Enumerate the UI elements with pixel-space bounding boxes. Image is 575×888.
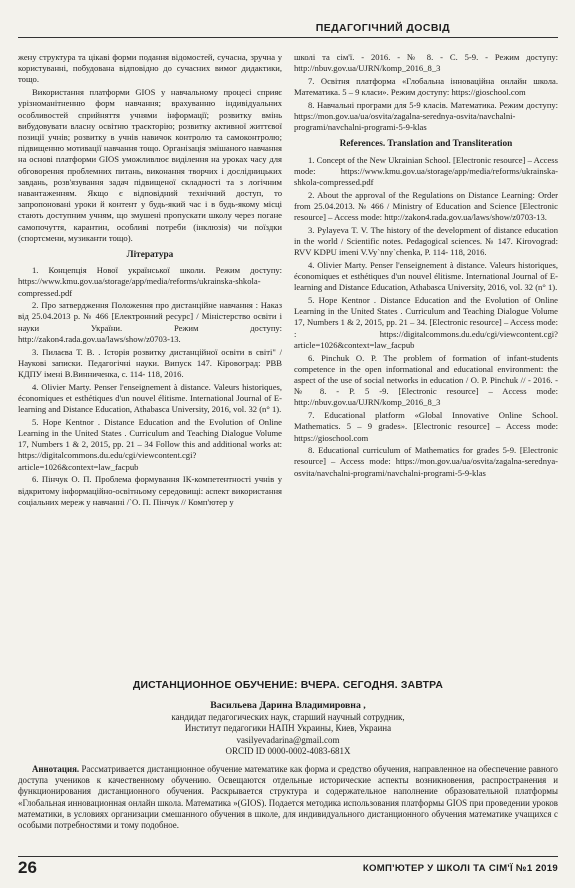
author-email: vasilyevadarina@gmail.com: [236, 734, 340, 745]
author-orcid: ORCID ID 0000-0002-4083-681X: [225, 746, 351, 757]
reference-item: школі та сім'ї. - 2016. - № 8. - С. 5-9. - Режим доступу: http://nbuv.gov.ua/UJRN/komp_2016_8_3: [294, 52, 558, 74]
reference-item: 2. Про затвердження Положення про дистанційне навчання : Наказ від 25.04.2013 р. № 466 [Електронний ресурс] / Міністерство освіти і науки України. Режим доступу: http://zakon4.rada.gov.ua/laws/show/z0703-13.: [18, 300, 282, 344]
reference-item: 4. Olivier Marty. Penser l'enseignement à distance. Valeurs historiques, économiques et esthétiques d'un nouvel élitisme. International Journal of E-learning and Distance Education, Athabasca University, 2016, vol. 32 (n° 1).: [18, 381, 282, 415]
reference-item: 8. Educational curriculum of Mathematics for grades 5-9. [Electronic resource] – Access mode: https://mon.gov.ua/ua/osvita/zagalna-serednya-osvita/navchalni-programi/navchalni-programi-5-9-klas: [294, 445, 558, 478]
reference-item: 1. Concept of the New Ukrainian School. [Electronic resource] – Access mode: https://www.kmu.gov.ua/storage/app/media/reforms/ukrainska-shkola-compressed.pdf: [294, 154, 558, 188]
abstract: [18, 764, 558, 831]
page-number: 26: [18, 858, 37, 877]
article-title: ДИСТАНЦИОННОЕ ОБУЧЕНИЕ: ВЧЕРА. СЕГОДНЯ. ЗАВТРА: [132, 680, 444, 691]
reference-item: 2. About the approval of the Regulations on Distance Learning: Order from 25.04.2013. № 466 / Ministry of Education and Science [Electronic resource] – Access mode: http://zakon4.rada.gov.ua/laws/show/z0703-13.: [294, 189, 558, 223]
reference-item: 6. Пінчук О. П. Проблема формування ІК-компетентності учнів у відкритому інформаційно-освітньому середовищі: аспект використання соціальних мереж у навчанні /`О. П. Пінчук // Комп'ютер у: [18, 474, 282, 507]
reference-item: 3. Пилаєва Т. В. . Історія розвитку дистанційної освіти в світі" / Наукові записки. Педагогічні науки. Випуск 147. Кіровоград: РВВ КДПУ імені В.Винниченка, с. 114- 118, 2016.: [18, 346, 282, 379]
author-institute: Институт педагогики НАПН Украины, Киев, Украина: [184, 723, 392, 734]
reference-item: 6. Pinchuk O. P. The problem of formation of infant-students competence in the open informational and educational environment: the aspect of the use of social networks in education / O. P. Pinchuk // - 2016. - № 8. - P. 5 -9. [Electronic resource] – Access mode: http://nbuv.gov.ua/UJRN/komp_2016_8_3: [294, 352, 558, 408]
page-footer: [18, 856, 558, 879]
right-column: [294, 52, 558, 640]
abstract-label: Аннотация.: [32, 763, 80, 774]
reference-item: 8. Навчальні програми для 5-9 класів. Математика. Режим доступу: https://mon.gov.ua/ua/osvita/zagalna-serednya-osvita/navchalni-programi/navchalni-programi-5-9-klas: [294, 99, 558, 133]
reference-item: 7. Освітня платформа «Глобальна інноваційна онлайн школа. Математика. 5 – 9 класи». Режим доступу: https://gioschool.com: [294, 75, 558, 98]
reference-item: 7. Educational platform «Global Innovative Online School. Mathematics. 5 – 9 grades». [Electronic resource] – Access mode: https://gioschool.com: [294, 410, 558, 443]
author-block: [18, 700, 558, 758]
reference-item: 4. Olivier Marty. Penser l'enseignement à distance. Valeurs historiques, économiques et esthétiques d'un nouvel élitisme. International Journal of E-learning and Distance Education, Athabasca University, 2016, vol. 32 (n° 1).: [294, 259, 558, 293]
transliteration-heading: References. Translation and Transliteration: [339, 139, 513, 150]
reference-item: 5. Hope Kentnor . Distance Education and the Evolution of Online Learning in the United States . Curriculum and Teaching Dialogue Volume 17, Numbers 1 & 2, 2015, pp. 21 – 34 Follow this and additional works at: https://digitalcommons.du.edu/cgi/viewcontent.cgi?article=1026&context=law_facpub: [18, 416, 282, 472]
abstract-text: Рассматривается дистанционное обучение математике как форма и средство обучения, направленное на обеспечение равного доступа учеников к качественному обучению. Освещаются отдельные исторические аспекты возникновения, распространения и функционирования дистанционного обучения. Раскрывается структура и содержательное наполнение образовательной платформы «Глобальная инновационная онлайн школа. Математика »(GIOS). Подается методика использования платформы GIOS при проведении уроков математики, в условиях организации смешанного обучения в школе, для индивидуального дистанционного обучения математике учащихся с особыми потребностями и тому подобное.: [18, 763, 558, 830]
two-column-body: [18, 52, 558, 640]
author-degree: кандидат педагогических наук, старший научный сотрудник,: [171, 711, 405, 722]
body-paragraph: Використання платформи GIOS у навчальному процесі сприяє урізноманітненню форм навчання; врахуванню індивідуальних особливостей сприйняття учнями інформації; розвитку вмінь вибудовувати власну освітню траєкторію; розвитку активної життєвої позиції учнів; розвитку в учнів навичок контролю та самоконтролю; підвищенню мотивації навчання тощо. Організація змішаного навчання на основі платформи GIOS уможливлює виділення на уроках часу для обговорення проблемних питань, виконання творчих і дослідницьких завдань, розв'язування задач підвищеної складності та з логічним навантаженням. Якщо є відповідний технічний доступ, то запропоновані уроки й контент у будь-який час і в будь-якому місці стають доступним учням, що змушені пропускати школу через погане самопочуття, карантин, особливі потреби (інклюзія) чи поїздки (спортсмени, музиканти тощо).: [18, 87, 282, 243]
reference-item: 3. Pylayeva T. V. The history of the development of distance education in the world / Scientific notes. Pedagogical sciences. № 147. Kirovograd: RVV KDPU imeni V.Vy`nny`chenka, P. 114- 118, 2016.: [294, 224, 558, 258]
article-header: [18, 680, 558, 840]
reference-item: 5. Hope Kentnor . Distance Education and the Evolution of Online Learning in the United States . Curriculum and Teaching Dialogue Volume 17, Numbers 1 & 2, 2015, pp. 21 – 34. [Electronic resource] – Access mode: : https://digitalcommons.du.edu/cgi/viewcontent.cgi?article=1026&context=law_facpub: [294, 295, 558, 350]
running-head: [18, 22, 558, 38]
section-title: ПЕДАГОГІЧНИЙ ДОСВІД: [315, 22, 450, 34]
author-name: Васильева Дарина Владимировна ,: [210, 700, 366, 711]
body-paragraph: жену структура та цікаві форми подання відомостей, сучасна, зручна у користуванні, побудована відповідно до сучасних вимог дидактики, тощо.: [18, 52, 282, 85]
reference-item: 1. Концепція Нової української школи. Режим доступу: https://www.kmu.gov.ua/storage/app/media/reforms/ukrainska-shkola-compressed.pdf: [18, 265, 282, 298]
left-column: [18, 52, 282, 640]
journal-name: КОМП'ЮТЕР У ШКОЛІ ТА СІМ'Ї №1 2019: [362, 862, 558, 874]
references-heading: Література: [126, 249, 174, 260]
